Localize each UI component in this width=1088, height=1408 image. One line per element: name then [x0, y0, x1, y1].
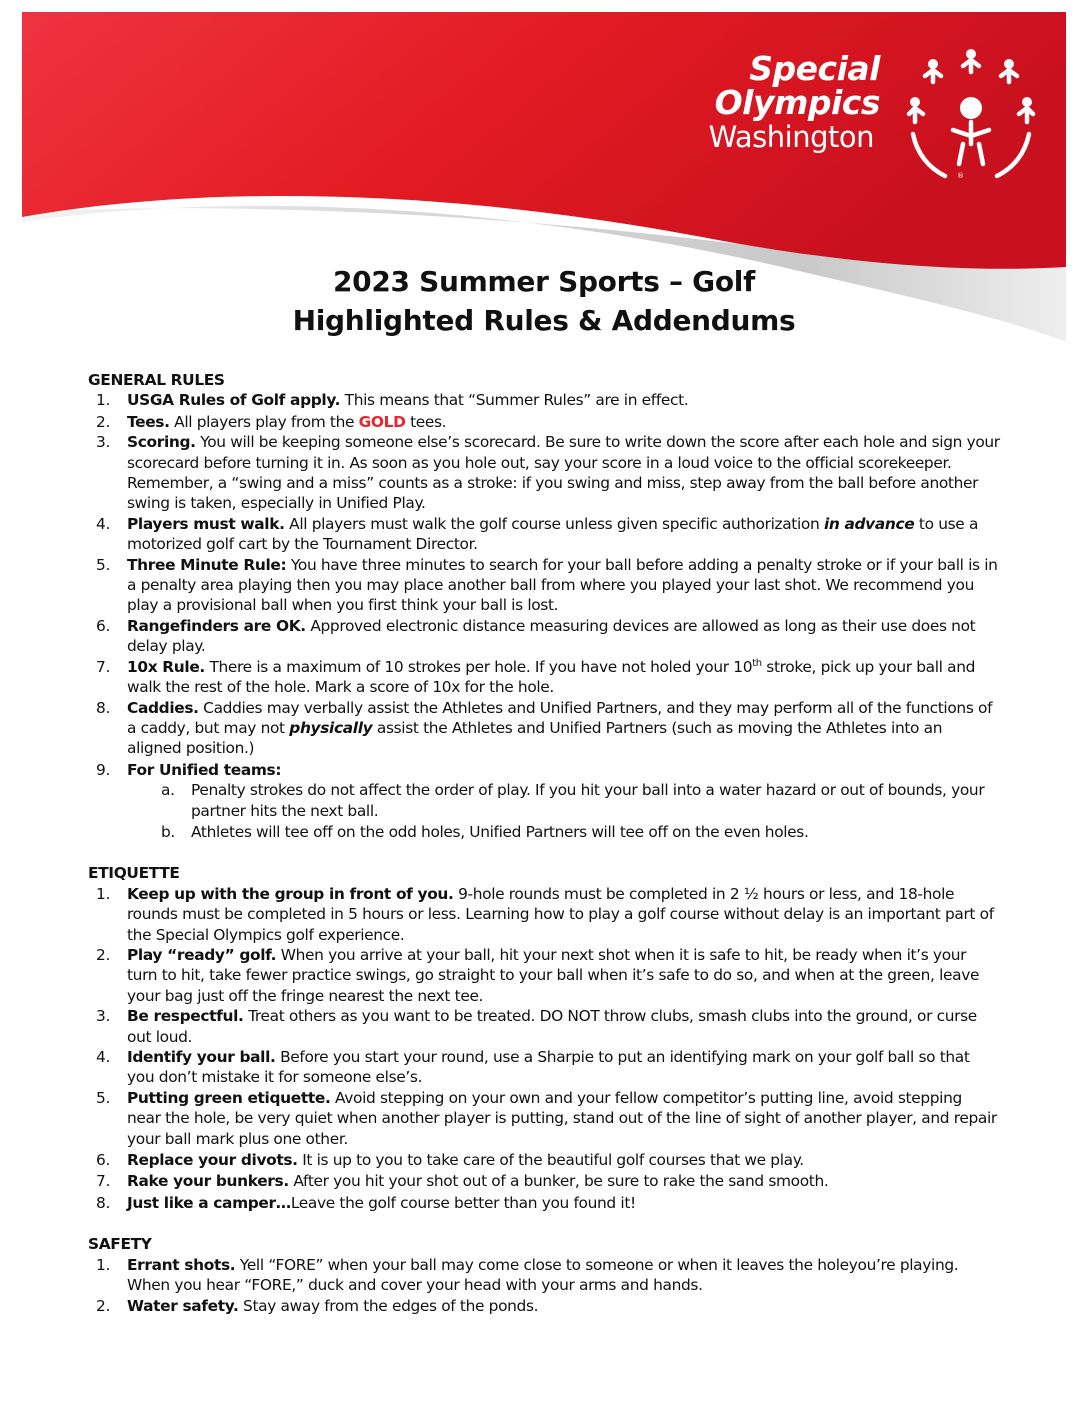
section-heading-etiquette: ETIQUETTE: [88, 864, 180, 883]
list-number: 6.: [96, 616, 110, 635]
rule-lead: 10x Rule.: [127, 657, 205, 676]
rules-content: [70, 370, 1000, 1338]
rule-text: Approved electronic distance measuring devices are allowed as long as their use does not delay play.: [127, 616, 976, 656]
rule-text-end: stroke, pick up your ball and walk the rest of the hole. Mark a score of 10x for the hole.: [127, 657, 976, 697]
logo-line-washington: Washington: [708, 120, 874, 154]
ordinal-suffix: th: [752, 657, 762, 669]
rule-text: Leave the golf course better than you found it!: [290, 1193, 636, 1212]
subrule-text: Athletes will tee off on the odd holes, Unified Partners will tee off on the even holes.: [191, 822, 809, 841]
svg-text:®: ®: [957, 172, 964, 180]
logo-wordmark: [640, 49, 880, 154]
rule-lead: Errant shots.: [127, 1255, 236, 1274]
rule-lead: Putting green etiquette.: [127, 1088, 331, 1107]
rule-text: Avoid stepping on your own and your fellow competitor’s putting line, avoid stepping near the hole, be very quiet when another player is putting, stand out of the line of sight of another player, and repair your ball mark plus one other.: [127, 1088, 997, 1148]
rule-text: All players play from the: [169, 412, 359, 431]
safety-rule-2: [70, 1296, 1000, 1316]
rule-text-end: to use a motorized golf cart by the Tournament Director.: [127, 514, 979, 554]
general-rule-9: [70, 760, 1000, 780]
etiquette-rule-2: [70, 945, 1000, 1006]
unified-subrule-b: [70, 822, 1000, 842]
general-rule-1: [70, 390, 1000, 410]
general-rule-3: [70, 432, 1000, 514]
rule-text: It is up to you to take care of the beautiful golf courses that we play.: [297, 1151, 804, 1170]
general-rule-4: [70, 514, 1000, 555]
rule-text: 9-hole rounds must be completed in 2 ½ hours or less, and 18-hole rounds must be completed in 5 hours or less. Learning how to play a golf course without delay is an important part of the Special Olympics golf experience.: [127, 884, 994, 944]
list-number: 4.: [96, 514, 110, 533]
title-line-1: 2023 Summer Sports – Golf: [333, 265, 755, 298]
rule-lead: USGA Rules of Golf apply.: [127, 391, 341, 410]
gold-tee-highlight: GOLD: [358, 412, 406, 431]
rule-text: All players must walk the golf course unless given specific authorization: [284, 514, 824, 533]
list-number: 5.: [96, 1088, 110, 1107]
rule-lead: For Unified teams:: [127, 760, 282, 779]
list-number: 2.: [96, 412, 110, 431]
rule-lead: Three Minute Rule:: [127, 555, 287, 574]
emphasis-physically: physically: [289, 718, 373, 737]
special-olympics-emblem-icon: [903, 44, 1039, 182]
rule-text-end: assist the Athletes and Unified Partners (such as moving the Athletes into an aligned position.): [127, 718, 943, 758]
list-number: 3.: [96, 1007, 110, 1026]
rule-lead: Tees.: [127, 412, 170, 431]
rule-lead: Water safety.: [127, 1297, 239, 1316]
list-number: 2.: [96, 945, 110, 964]
general-rules-section: [70, 370, 1000, 842]
list-number: 6.: [96, 1151, 110, 1170]
rule-lead: Play “ready” golf.: [127, 945, 277, 964]
general-rule-6: [70, 616, 1000, 657]
subrule-text: Penalty strokes do not affect the order of play. If you hit your ball into a water hazard or out of bounds, your partner hits the next ball.: [191, 781, 985, 820]
general-rule-7: [70, 657, 1000, 698]
list-letter: a.: [161, 781, 175, 800]
logo-line-olympics: Olympics: [714, 83, 880, 122]
rule-lead: Identify your ball.: [127, 1048, 276, 1066]
rule-text-end: tees.: [405, 412, 447, 431]
rule-text: Before you start your round, use a Sharpie to put an identifying mark on your golf ball so that you don’t mistake it for someone else’s.: [127, 1048, 970, 1087]
list-number: 1.: [96, 391, 110, 410]
list-letter: b.: [161, 822, 175, 841]
safety-section: [70, 1234, 1000, 1317]
section-heading-safety: SAFETY: [88, 1235, 152, 1254]
rule-lead: Rangefinders are OK.: [127, 616, 306, 635]
list-number: 7.: [96, 657, 110, 676]
rule-lead: Keep up with the group in front of you.: [127, 884, 454, 903]
rule-text: There is a maximum of 10 strokes per hole. If you have not holed your 10: [204, 657, 753, 676]
list-number: 5.: [96, 555, 110, 574]
list-number: 4.: [96, 1048, 110, 1066]
list-number: 3.: [96, 433, 110, 452]
safety-rule-1: [70, 1255, 1000, 1296]
rule-lead: Just like a camper…: [127, 1193, 291, 1212]
general-rule-5: [70, 555, 1000, 616]
rule-text: Stay away from the edges of the ponds.: [238, 1297, 539, 1316]
etiquette-rule-8: [70, 1193, 1000, 1213]
document-title: [0, 262, 1088, 340]
logo-line-special: Special: [749, 49, 880, 88]
etiquette-rule-3: [70, 1006, 1000, 1047]
rule-text: Caddies may verbally assist the Athletes and Unified Partners, and they may perform all of the functions of a caddy, but may not: [127, 698, 993, 737]
list-number: 7.: [96, 1172, 110, 1191]
rule-lead: Scoring.: [127, 433, 196, 452]
general-rule-2: [70, 412, 1000, 432]
rule-text: After you hit your shot out of a bunker, be sure to rake the sand smooth.: [288, 1172, 829, 1191]
etiquette-rule-6: [70, 1150, 1000, 1170]
rule-text: You will be keeping someone else’s scorecard. Be sure to write down the score after each hole and sign your scorecard before turning it in. As soon as you hole out, say your score in a loud voice to the official scorekeeper. Remember, a “swing and a miss” counts as a stroke: if you swing and miss, step away from the ball before another swing is taken, especially in Unified Play.: [127, 433, 1000, 513]
etiquette-rule-5: [70, 1088, 1000, 1149]
rule-text: When you arrive at your ball, hit your next shot when it is safe to hit, be ready when it’s your turn to hit, take fewer practice swings, go straight to your ball when it’s safe to do so, and when at the green, leave your bag just off the fringe nearest the next tee.: [127, 945, 980, 1005]
etiquette-rule-4: [70, 1047, 1000, 1088]
list-number: 8.: [96, 698, 110, 717]
list-number: 8.: [96, 1193, 110, 1212]
etiquette-rule-7: [70, 1171, 1000, 1191]
rule-lead: Players must walk.: [127, 514, 285, 533]
list-number: 9.: [96, 760, 110, 779]
rule-text: This means that “Summer Rules” are in effect.: [340, 391, 689, 410]
rule-text: Treat others as you want to be treated. DO NOT throw clubs, smash clubs into the ground, or curse out loud.: [127, 1007, 977, 1046]
rule-text: Yell “FORE” when your ball may come close to someone or when it leaves the holeyou’re playing. When you hear “FORE,” duck and cover your head with your arms and hands.: [127, 1255, 959, 1295]
etiquette-rule-1: [70, 884, 1000, 945]
rule-lead: Replace your divots.: [127, 1151, 298, 1170]
etiquette-section: [70, 863, 1000, 1213]
section-heading-general: GENERAL RULES: [88, 371, 225, 389]
rule-lead: Rake your bunkers.: [127, 1172, 289, 1191]
rule-lead: Caddies.: [127, 698, 199, 717]
rule-text: You have three minutes to search for your ball before adding a penalty stroke or if your ball is in a penalty area playing then you may place another ball from where you played your last shot. We recommend you play a provisional ball when you first think your ball is lost.: [127, 555, 998, 615]
title-line-2: Highlighted Rules & Addendums: [292, 304, 796, 337]
rule-lead: Be respectful.: [127, 1007, 244, 1026]
list-number: 1.: [96, 1255, 110, 1274]
emphasis-in-advance: in advance: [823, 514, 915, 533]
unified-subrule-a: [70, 780, 1000, 821]
list-number: 2.: [96, 1297, 110, 1316]
list-number: 1.: [96, 884, 110, 903]
general-rule-8: [70, 698, 1000, 759]
